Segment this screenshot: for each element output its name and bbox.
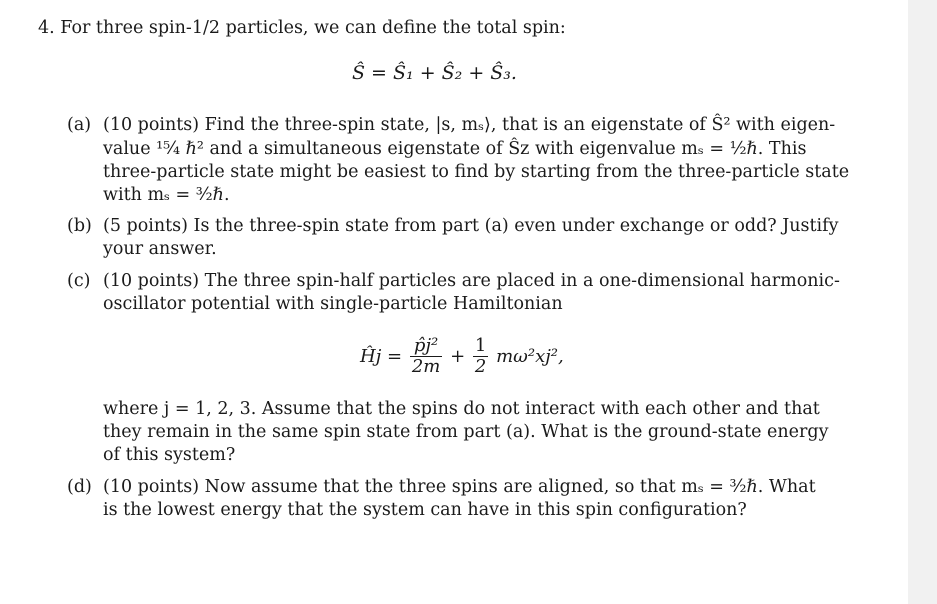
part-b-label: (b): [67, 216, 92, 236]
hamiltonian-plus: +: [450, 346, 466, 367]
part-c-after-line-2: they remain in the same spin state from part (a). What is the ground-state energy: [103, 422, 829, 442]
momentum-fraction: [410, 336, 443, 377]
part-a-label: (a): [67, 115, 92, 135]
hamiltonian-lhs: Ĥj =: [360, 346, 403, 367]
part-c-line-1: (10 points) The three spin-half particles are placed in a one-dimensional harmonic-: [103, 271, 840, 291]
part-a-line-4: with mₛ = ³⁄₂ℏ.: [103, 185, 230, 205]
part-b-line-1: (5 points) Is the three-spin state from part (a) even under exchange or odd? Justify: [103, 216, 839, 236]
hamiltonian-rhs-tail: mω²xj²,: [496, 346, 564, 367]
part-b-line-2: your answer.: [103, 239, 217, 259]
scrollbar-track[interactable]: [908, 0, 937, 604]
part-c-after-line-1: where j = 1, 2, 3. Assume that the spins do not interact with each other and that: [103, 399, 820, 419]
problem-intro: For three spin-1/2 particles, we can define the total spin:: [60, 18, 566, 38]
total-spin-equation: Ŝ = Ŝ₁ + Ŝ₂ + Ŝ₃.: [352, 62, 517, 84]
momentum-fraction-denominator: 2m: [411, 356, 441, 377]
part-a-line-2: value ¹⁵⁄₄ ℏ² and a simultaneous eigenstate of Ŝz with eigenvalue mₛ = ½ℏ. This: [103, 139, 807, 159]
problem-number: 4.: [38, 18, 55, 38]
hamiltonian-equation: [360, 336, 564, 377]
momentum-fraction-numerator: p̂j²: [410, 336, 443, 357]
half-fraction-denominator: 2: [474, 356, 487, 377]
half-fraction: [473, 336, 488, 377]
part-a-line-3: three-particle state might be easiest to find by starting from the three-particle state: [103, 162, 850, 182]
part-d-label: (d): [67, 477, 92, 497]
part-d-line-1: (10 points) Now assume that the three spins are aligned, so that mₛ = ³⁄₂ℏ. What: [103, 477, 816, 497]
part-c-line-2: oscillator potential with single-particle Hamiltonian: [103, 294, 563, 314]
part-a-line-1: (10 points) Find the three-spin state, |s, mₛ⟩, that is an eigenstate of Ŝ² with eigen-: [103, 115, 836, 135]
part-c-label: (c): [67, 271, 91, 291]
problem-heading: [38, 17, 566, 39]
part-d-line-2: is the lowest energy that the system can have in this spin configuration?: [103, 500, 747, 520]
half-fraction-numerator: 1: [474, 335, 487, 356]
part-c-after-line-3: of this system?: [103, 445, 236, 465]
